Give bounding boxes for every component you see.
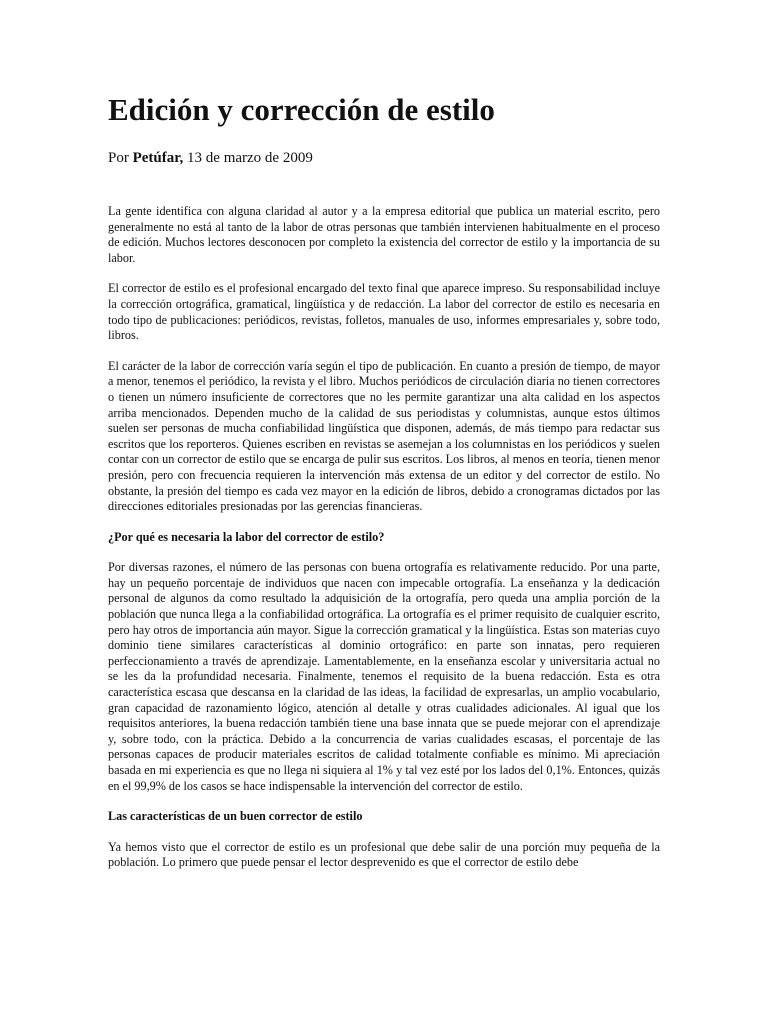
paragraph-2: El corrector de estilo es el profesional encargado del texto final que aparece impreso. Su responsabilidad incluye la corrección ortográfica, gramatical, lingüística y de redacción. La labor del corrector de estilo es necesaria en todo tipo de publicaciones: periódicos, revistas, folletos, manuales de uso, informes empresariales y, sobre todo, libros. [108, 281, 660, 343]
paragraph-5: Ya hemos visto que el corrector de estilo es un profesional que debe salir de una porción muy pequeña de la población. Lo primero que puede pensar el lector desprevenido es que el corrector de estilo debe [108, 839, 660, 870]
byline-date: 13 de marzo de 2009 [187, 150, 313, 166]
section-heading-why-necessary: ¿Por qué es necesaria la labor del corrector de estilo? [108, 529, 385, 544]
section-heading-characteristics: Las características de un buen corrector de estilo [108, 809, 363, 824]
paragraph-1: La gente identifica con alguna claridad al autor y a la empresa editorial que publica un material escrito, pero generalmente no está al tanto de la labor de otras personas que también intervienen habitualmente en el proceso de edición. Muchos lectores desconocen por completo la existencia del corrector de estilo y la importancia de su labor. [108, 204, 660, 265]
paragraph-3: El carácter de la labor de corrección varía según el tipo de publicación. En cuanto a presión de tiempo, de mayor a menor, tenemos el periódico, la revista y el libro. Muchos periódicos de circulación diaria no tienen correctores o tienen un número insuficiente de correctores que no les permite garantizar una alta calidad en los aspectos arriba mencionados. Dependen mucho de la calidad de sus periodistas y columnistas, aunque estos últimos suelen ser personas de mucha confiabilidad lingüística que disponen, además, de más tiempo para redactar sus escritos que los reporteros. Quienes escriben en revistas se asemejan a los columnistas en los periódicos y suelen contar con un corrector de estilo que se encarga de pulir sus escritos. Los libros, al menos en teoría, tienen menor presión, pero con frecuencia requieren la intervención más extensa de un editor y del corrector de estilo. No obstante, la presión del tiempo es cada vez mayor en la edición de libros, debido a cronogramas dictados por las direcciones editoriales presionadas por las gerencias financieras. [108, 358, 660, 514]
article-title: Edición y corrección de estilo [108, 92, 495, 127]
paragraph-4: Por diversas razones, el número de las personas con buena ortografía es relativamente reducido. Por una parte, hay un pequeño porcentaje de individuos que nacen con impecable ortografía. La enseñanza y la dedicación personal de algunos da como resultado la adquisición de la ortografía, pero queda una amplia porción de la población que nunca llega a la confiabilidad ortográfica. La ortografía es el primer requisito de cualquier escrito, pero hay otros de importancia aún mayor. Sigue la corrección gramatical y la lingüística. Estas son materias cuyo dominio tiene similares características al dominio ortográfico: en parte son innatas, pero requieren perfeccionamiento a través de aprendizaje. Lamentablemente, en la enseñanza escolar y universitaria actual no se les da la profundidad necesaria. Finalmente, tenemos el requisito de la buena redacción. Esta es otra característica escasa que descansa en la claridad de las ideas, la facilidad de expresarlas, un amplio vocabulario, gran capacidad de razonamiento lógico, atención al detalle y otras cualidades adicionales. Al igual que los requisitos anteriores, la buena redacción también tiene una base innata que se puede mejorar con el aprendizaje y, sobre todo, con la práctica. Debido a la concurrencia de varias cualidades escasas, el porcentaje de las personas capaces de producir materiales escritos de calidad totalmente confiable es mínimo. Mi apreciación basada en mi experiencia es que no llega ni siquiera al 1% y tal vez esté por los lados del 0,1%. Entonces, quizás en el 99,9% de los casos se hace indispensable la intervención del corrector de estilo. [108, 560, 660, 793]
byline [108, 148, 660, 168]
byline-author: Petúfar, [132, 150, 184, 166]
byline-prefix: Por [108, 150, 129, 166]
article-body [108, 204, 660, 871]
